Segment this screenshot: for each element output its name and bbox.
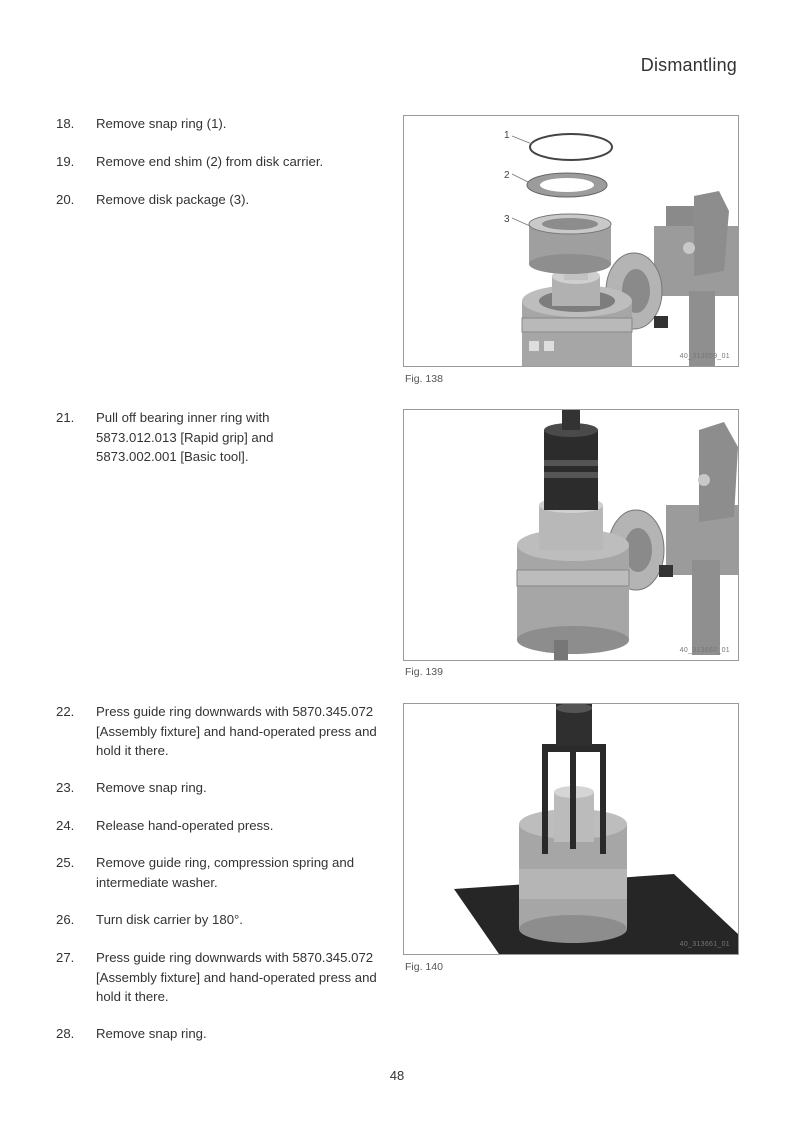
- figure-image-id: 40_313659_01: [679, 353, 730, 360]
- step-26: [56, 910, 386, 930]
- section-title: Dismantling: [640, 55, 737, 75]
- step-28: [56, 1024, 386, 1044]
- step-text: Remove snap ring.: [96, 1026, 207, 1041]
- step-19: [56, 152, 386, 172]
- step-number: 23.: [56, 780, 75, 795]
- step-number: 26.: [56, 912, 75, 927]
- step-23: [56, 778, 386, 798]
- step-number: 19.: [56, 154, 75, 169]
- step-number: 22.: [56, 704, 75, 719]
- figure-138-illustration: [404, 116, 738, 366]
- callout-2: 2: [504, 170, 510, 181]
- step-number: 24.: [56, 818, 75, 833]
- step-text: Pull off bearing inner ring with 5873.012.013 [Rapid grip] and 5873.002.001 [Basic tool].: [96, 410, 274, 464]
- step-number: 25.: [56, 855, 75, 870]
- step-number: 28.: [56, 1026, 75, 1041]
- step-text: Press guide ring downwards with 5870.345.072 [Assembly fixture] and hand-operated press and hold it there.: [96, 950, 377, 1004]
- figure-image-id: 40_313660_01: [679, 647, 730, 654]
- step-text: Turn disk carrier by 180°.: [96, 912, 243, 927]
- step-text: Remove disk package (3).: [96, 192, 250, 207]
- step-22: [56, 702, 386, 761]
- figure-138-caption: Fig. 138: [405, 373, 443, 385]
- callout-3: 3: [504, 214, 510, 225]
- figure-139-caption: Fig. 139: [405, 666, 443, 678]
- step-text: Remove snap ring (1).: [96, 116, 227, 131]
- step-27: [56, 948, 386, 1007]
- figure-138: [403, 115, 739, 367]
- step-20: [56, 190, 386, 210]
- page-number: 48: [389, 1068, 405, 1083]
- step-18: [56, 114, 386, 134]
- figure-140-illustration: [404, 704, 738, 954]
- figure-139: [403, 409, 739, 661]
- step-number: 21.: [56, 410, 75, 425]
- step-text: Press guide ring downwards with 5870.345.072 [Assembly fixture] and hand-operated press and hold it there.: [96, 704, 377, 758]
- step-number: 27.: [56, 950, 75, 965]
- step-text: Remove end shim (2) from disk carrier.: [96, 154, 324, 169]
- figure-140-caption: Fig. 140: [405, 961, 443, 973]
- step-text: Remove snap ring.: [96, 780, 207, 795]
- step-24: [56, 816, 386, 836]
- callout-1: 1: [504, 130, 510, 141]
- figure-139-illustration: [404, 410, 738, 660]
- step-text: Remove guide ring, compression spring and intermediate washer.: [96, 855, 355, 890]
- step-21: [56, 408, 376, 467]
- step-number: 18.: [56, 116, 75, 131]
- step-number: 20.: [56, 192, 75, 207]
- figure-140: [403, 703, 739, 955]
- step-text: Release hand-operated press.: [96, 818, 274, 833]
- step-25: [56, 853, 386, 892]
- figure-image-id: 40_313661_01: [679, 941, 730, 948]
